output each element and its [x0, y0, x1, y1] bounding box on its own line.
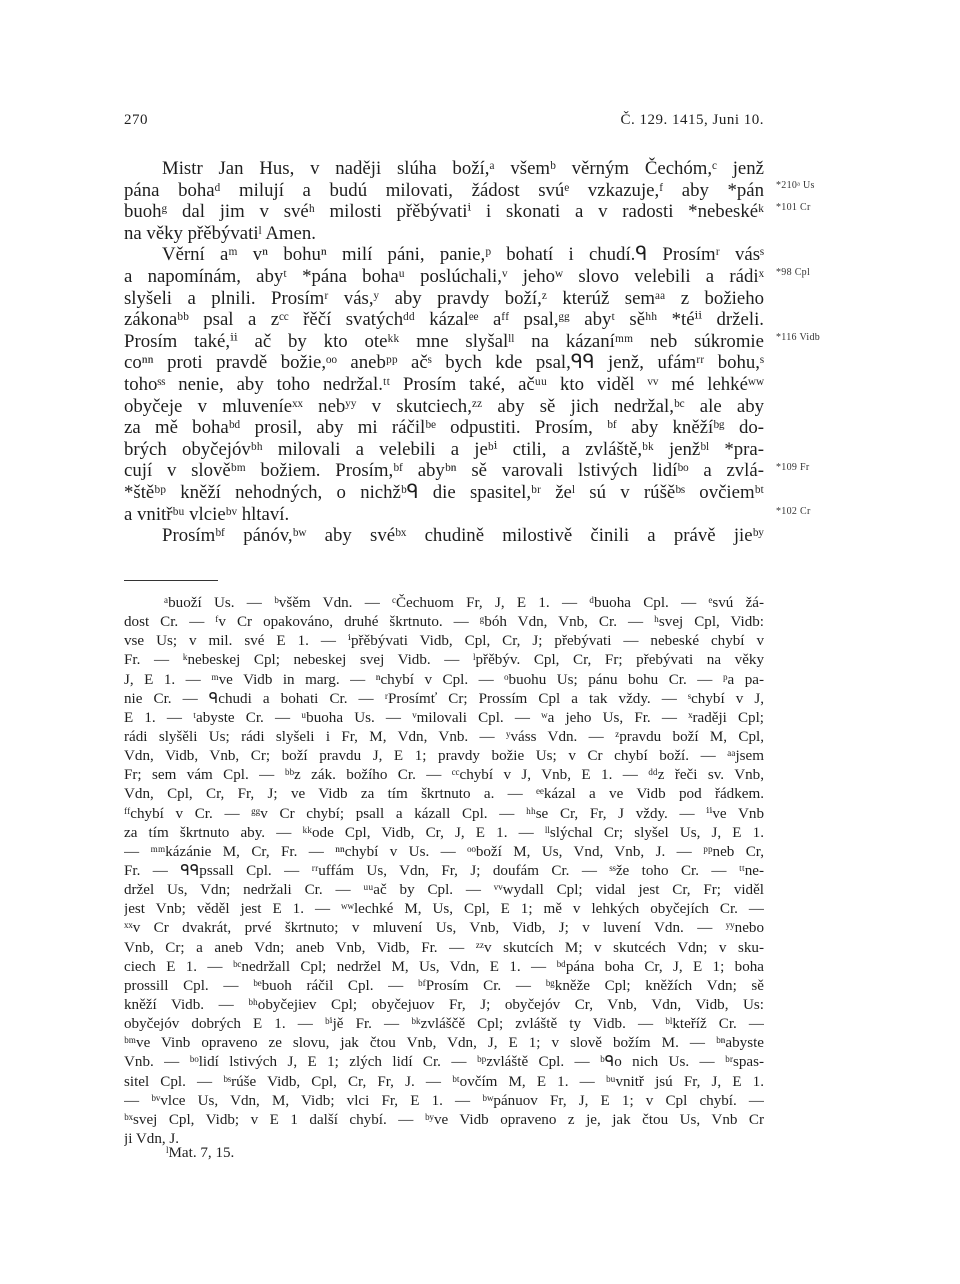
text-line: Věrní aᵐ vⁿ bohuⁿ milí páni, panie,ᵖ bohatí i chudí.ᑫ Prosímʳ vásˢ [162, 244, 764, 266]
text-line: zákonaᵇᵇ psal a zᶜᶜ řěčí svatýchᵈᵈ kázalᵉᵉ aᶠᶠ psal,ᵍᵍ abyᵗ sěʰʰ *téⁱⁱ drželi. [124, 309, 764, 331]
text-line: brých obyčejóvᵇʰ milovali a velebili a jeᵇⁱ ctili, a zvláště,ᵇᵏ jenžᵇˡ *pra- [124, 438, 764, 460]
footnote-line: — ᵐᵐkázánie M, Cr, Fr. — ⁿⁿchybí v Us. — ᵒᵒboží M, Us, Vnd, Vnb, J. — ᵖᵖneb Cr, [124, 843, 764, 860]
margin-note: *210ᵃ Us [776, 180, 815, 191]
footnote-line: J, E 1. — ᵐve Vidb in marg. — ⁿchybí v Cpl. — ᵒbuohu Us; pánu bohu Cr. — ᵖa pa- [124, 671, 764, 688]
footnote-line: vse Us; v mil. své E 1. — ⁱpřěbývati Vidb, Cpl, Cr, J; přebývati — nebeské chybí v [124, 633, 764, 650]
margin-note: *116 Vidb [776, 332, 821, 343]
footnote-line: nie Cr. — ᑫchudi a bohati Cr. — ʳProsímť Cr; Prossím Cpl a tak vždy. — ˢchybí v J, [124, 690, 764, 707]
text-line: tohoˢˢ nenie, aby toho nedržal.ᵗᵗ Prosím také, ačᵘᵘ kto viděl ᵛᵛ mé lehkéʷʷ [124, 373, 764, 395]
footnote-line: Fr. — ᑫᑫpssall Cpl. — ʳʳuffám Us, Vdn, Fr, J; doufám Cr. — ˢˢže toho Cr. — ᵗᵗne- [124, 862, 764, 879]
text-line: a napomínám, abyᵗ *pána bohaᵘ poslúchali,ᵛ jehoʷ slovo velebili a rádiˣ [124, 265, 764, 287]
footnote-line: držel Us, Vdn; nedržali Cr. — ᵘᵘač by Cpl. — ᵛᵛwydall Cpl; vidal jest Cr, Fr; viděl [124, 882, 764, 899]
footnote-line: ᵇᵐve Vinb opraveno ze slovu, jak čtou Vnb, Vdn, J, E 1; v slově božím M. — ᵇⁿabyste [124, 1035, 764, 1052]
text-line: Mistr Jan Hus, v naději slúha boží,ᵃ všemᵇ věrným Čechóm,ᶜ jenž [162, 158, 764, 179]
footnote-separator [124, 580, 218, 581]
text-line: cují v slověᵇᵐ božiem. Prosím,ᵇᶠ abyᵇⁿ sě varovali lstivých lidíᵇᵒ a zvlá- [124, 460, 764, 482]
text-line: a vnitřᵇᵘ vlcieᵇᵛ hltaví. [124, 503, 290, 525]
text-line: Prosímᵇᶠ pánóv,ᵇʷ aby svéᵇˣ chudině milostivě činili a právě jieᵇʸ [162, 525, 764, 547]
footnote-line: Vnb. — ᵇᵒlidí lstivých J, E 1; zlých lidí Cr. — ᵇᵖzvláště Cpl. — ᵇᑫo nich Us. — ᵇʳspas- [124, 1054, 764, 1071]
footnote-line: E 1. — ᵗabyste Cr. — ᵘbuoha Us. — ᵛmilovali Cpl. — ʷa jeho Us, Fr. — ˣraději Cpl; [124, 709, 764, 726]
footnote-line: ᵇˣsvej Cpl, Vidb; v E 1 další chybí. — ᵇʸve Vidb opraveno z je, jak čtou Us, Vnb Cr [124, 1111, 764, 1128]
footnote-line: Fr. — ᵏnebeskej Cpl; nebeskej svej Vidb. — ˡpřěbýv. Cpl, Cr, Fr; přebývati na věky [124, 652, 764, 669]
footnote-line: sitel Cpl. — ᵇˢrúše Vidb, Cpl, Cr, Fr, J. — ᵇᵗovčím M, E 1. — ᵇᵘvnitř jsú Fr, J, E 1. [124, 1073, 764, 1090]
main-text [124, 158, 764, 547]
footnote-line: Fr; sem vám Cpl. — ᵇᵇz zák. božího Cr. — ᶜᶜchybí v J, Vnb, E 1. — ᵈᵈz řeči sv. Vnb, [124, 767, 764, 784]
text-line: coⁿⁿ proti pravdě božie,ᵒᵒ anebᵖᵖ ačˢ bych kde psal,ᑫᑫ jenž, ufámʳʳ bohu,ˢ [124, 352, 764, 374]
text-line: pána bohaᵈ milují a budú milovati, žádost svúᵉ vzkazuje,ᶠ aby *pán [124, 179, 764, 201]
text-line: na věky přěbývatiˡ Amen. [124, 222, 316, 244]
margin-note: *109 Fr [776, 462, 810, 473]
text-line: za mě bohaᵇᵈ prosil, aby mi ráčilᵇᵉ odpustiti. Prosím, ᵇᶠ aby kněžíᵇᵍ do- [124, 417, 764, 439]
footnote-line: ji Vdn, J. [124, 1130, 180, 1147]
footnote-line: obyčejóv dobrých E 1. — ᵇⁱjě Fr. — ᵇᵏzvláščě Cpl; zvláště ty Vidb. — ᵇˡkteříž Cr. — [124, 1016, 764, 1033]
footnote-line: rádi slyšěli Us; rádi slyšeli i Fr, M, Vdn, Vnb. — ʸváss Vdn. — ᶻpravdu boží M, Cpl, [124, 728, 764, 745]
document-reference: Č. 129. 1415, Juni 10. [620, 112, 764, 128]
footnote-line: jest Vnb; věděl jest E 1. — ʷʷlechké M, Us, Cpl, E 1; mě v lehkých obyčejích Cr. — [124, 901, 764, 918]
footnote-line: Vnb, Cr; a aneb Vdn; aneb Vnb, Vidb, Fr. — ᶻᶻv skutcích M; v skutcéch Vdn; v sku- [124, 939, 764, 956]
footnote-line: ᵃbuoží Us. — ᵇvšěm Vdn. — ᶜČechuom Fr, J, E 1. — ᵈbuoha Cpl. — ᵉsvú žá- [164, 595, 764, 611]
text-line: obyčeje v mluveníeˣˣ nebʸʸ v skutciech,ᶻᶻ aby sě jich nedržal,ᵇᶜ ale aby [124, 395, 764, 417]
page-number: 270 [124, 112, 148, 128]
scripture-reference: ˡMat. 7, 15. [166, 1145, 235, 1161]
footnote-line: ᶠᶠchybí v Cr. — ᵍᵍv Cr chybí; psall a kázall Cpl. — ʰʰse Cr, Fr, J vždy. — ⁱⁱve Vnb [124, 805, 764, 822]
footnote-line: kněží Vidb. — ᵇʰobyčejiev Cpl; obyčejuov Fr, J; obyčejóv Cr, Vnb, Vdn, Vidb, Us: [124, 996, 764, 1013]
text-line: slyšeli a plnili. Prosímʳ vás,ʸ aby pravdy boží,ᶻ kterúž semᵃᵃ z božieho [124, 287, 764, 309]
footnote-line: za tím škrtnuto aby. — ᵏᵏode Cpl, Vidb, Cr, J, E 1. — ˡˡslýchal Cr; slyšel Us, J, E 1. [124, 824, 764, 841]
footnote-line: dost Cr. — ᶠv Cr opakováno, druhé škrtnuto. — ᵍbóh Vdn, Vnb, Cr. — ʰsvej Cpl, Vidb: [124, 614, 764, 631]
footnote-line: Vdn, Vidb, Vnb, Cr; boží pravdu J, E 1; pravdy božie Us; v Cr chybí boží. — ᵃᵃjsem [124, 748, 764, 765]
margin-note: *101 Cr [776, 202, 811, 213]
footnote-line: Vdn, Cpl, Cr, Fr, J; ve Vidb za tím škrtnuto a. — ᵉᵉkázal a ve Vidb pod řádkem. [124, 786, 764, 803]
footnotes [124, 594, 764, 1149]
text-line: *štěᵇᵖ kněží nehodných, o nichžᵇᑫ die spasitel,ᵇʳ žeˡ sú v rúšěᵇˢ ovčiemᵇᵗ [124, 481, 764, 503]
margin-note: *102 Cr [776, 506, 811, 517]
text-line: Prosím také,ⁱⁱ ač by kto oteᵏᵏ mne slyšalˡˡ na kázaníᵐᵐ neb súkromie [124, 330, 764, 352]
text-line: buohᵍ dal jim v svéʰ milosti přěbývatiⁱ i skonati a v radosti *nebeskéᵏ [124, 201, 764, 223]
margin-note: *98 Cpl [776, 267, 811, 278]
footnote-line: prossill Cpl. — ᵇᵉbuoh ráčil Cpl. — ᵇᶠProsím Cr. — ᵇᵍkněže Cpl; kněžích Vdn; sě [124, 977, 764, 994]
page-header [124, 112, 764, 134]
footnote-line: — ᵇᵛvlce Us, Vdn, M, Vidb; vlci Fr, E 1. — ᵇʷpánuov Fr, J, E 1; v Cpl chybí. — [124, 1092, 764, 1109]
footnote-line: ˣˣv Cr dvakrát, prvé škrtnuto; v mluvení Us, Vnb, Vidb, J; v luvení Vdn. — ʸʸnebo [124, 920, 764, 937]
footnote-line: ciech E 1. — ᵇᶜnedržall Cpl; nedržel M, Us, Vdn, E 1. — ᵇᵈpána boha Cr, J, E 1; boha [124, 958, 764, 975]
